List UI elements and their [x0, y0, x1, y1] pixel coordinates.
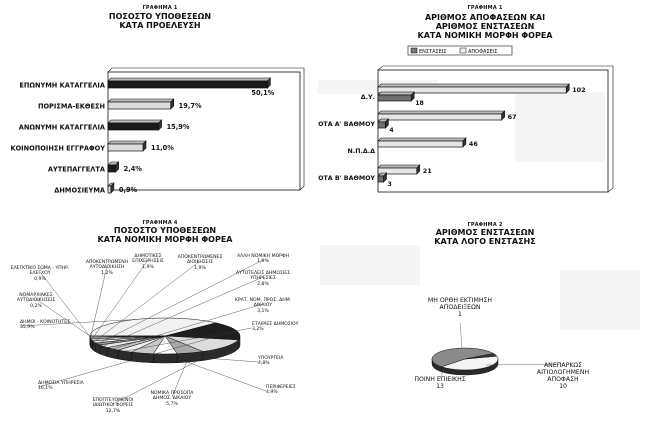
legend-label: ΑΠΟΦΑΣΕΙΣ	[468, 49, 498, 55]
data-label: 102	[572, 86, 586, 94]
pie-label-text: ΝΟΜΑΡΧΙΑΚΕΣ ΑΥΤΟΔΙΟΙΚΗΣΕΙΣ	[16, 293, 56, 304]
pie-label-0	[528, 362, 598, 390]
bar-apofaseis-2-top	[378, 138, 466, 141]
pie-label-text: ΑΠΟΚΕΝΤΡΩΜΕΝΗ ΑΥΤΟΔΙΟΙΚΗΣΗ	[85, 260, 129, 271]
pie-label-text: ΕΛΕΓΚΤΙΚΟ ΣΩΜΑ - ΥΠΗΡ. ΕΛΕΓΧΟΥ	[10, 266, 70, 277]
pie-label-value: 2,8%	[257, 281, 269, 287]
pie-label-5	[258, 356, 283, 367]
pie-label-13	[0, 266, 80, 282]
bar-apofaseis-1	[378, 114, 502, 120]
pie-label-text: ΑΠΟΚΕΝΤΡΩΜΕΝΕΣ ΔΙΟΙΚΗΣΕΙΣ	[177, 255, 223, 266]
chart-graph-number: ΓΡΑΦΗΜΑ 4	[142, 220, 178, 226]
pie-label-text: ΑΛΛΗ ΝΟΜΙΚΗ ΜΟΡΦΗ	[236, 254, 290, 259]
pie-label-value: 16,1%	[38, 386, 53, 392]
data-label: 19,7%	[178, 102, 202, 110]
bar-4	[108, 165, 116, 172]
category-label: Ν.Π.Δ.Δ	[347, 148, 375, 155]
pie-label-text: ΕΠΟΠΤΕΥΟΜΕΝΟΙ ΙΔΙΩΤΙΚΟΙ ΦΟΡΕΙΣ	[92, 398, 134, 409]
legend	[408, 46, 512, 55]
pie-label-6	[252, 322, 298, 333]
bar-0-top	[108, 78, 270, 81]
data-label: 50,1%	[251, 89, 275, 97]
pie-label-text: ΠΟΙΝΗ ΕΠΙΕΙΚΗΣ	[414, 376, 466, 383]
pie-label-14	[0, 293, 76, 309]
category-label: Δ.Υ.	[360, 94, 375, 101]
legend-swatch-enstaseis	[411, 48, 417, 53]
data-label: 18	[415, 100, 424, 107]
chart-title: ΠΟΣΟΣΤΟ ΥΠΟΘΕΣΕΩΝ ΚΑΤΑ ΠΡΟΕΛΕΥΣΗ	[108, 12, 212, 30]
pie-label-text: ΑΝΕΠΑΡΚΩΣ ΑΙΤΙΟΛΟΓΗΜΕΝΗ ΑΠΟΦΑΣΗ	[536, 362, 590, 383]
chart-plot-area	[310, 0, 660, 205]
chart-graph-number: ΓΡΑΦΗΜΑ 2	[467, 222, 503, 228]
chart-graph-number: ΓΡΑΦΗΜΑ 1	[142, 5, 178, 11]
pie-label-text: ΚΡΑΤ. ΝΟΜ. ΠΡΟΣ. ΔΗΜ. ΔΙΚΑΙΟΥ	[234, 298, 292, 309]
data-label: 11,0%	[151, 144, 174, 152]
chart-plot-area	[310, 215, 660, 437]
bar-1-top	[108, 99, 174, 102]
pie-label-text: ΔΗΜΟΣΙΑ ΥΠΗΡΕΣΙΑ	[38, 381, 84, 386]
pie-label-value: 10	[559, 383, 567, 390]
category-label: ΑΝΩΝΥΜΗ ΚΑΤΑΓΓΕΛΙΑ	[18, 123, 105, 132]
chart-legal-form-pie	[0, 215, 310, 437]
bar-enstaseis-0	[378, 95, 411, 101]
pie-label-1	[38, 381, 84, 392]
data-label: 21	[422, 167, 432, 175]
category-label: ΔΗΜΟΣΙΕΥΜΑ	[54, 186, 105, 195]
pie-label-value: 1	[458, 311, 462, 318]
pie-label-value: 1,2%	[101, 270, 113, 276]
pie-label-text: ΥΠΟΥΡΓΕΙΑ	[258, 356, 284, 361]
bar-enstaseis-0-top	[378, 92, 414, 95]
pie-label-value: 1,9%	[194, 265, 206, 271]
pie-label-4	[266, 385, 296, 396]
category-label: ΠΟΡΙΣΜΑ-ΕΚΘΕΣΗ	[37, 102, 105, 111]
bar-3-top	[108, 141, 146, 144]
pie-side-4-0	[153, 354, 177, 363]
bar-apofaseis-1-top	[378, 111, 505, 114]
pie-label-3	[132, 391, 212, 407]
bar-5	[108, 186, 111, 193]
bar-apofaseis-2	[378, 141, 463, 147]
category-label: ΑΥΤΕΠΑΓΓΕΛΤΑ	[47, 165, 105, 174]
pie-label-value: 0,9%	[34, 276, 46, 282]
leader-line-2	[460, 323, 462, 348]
data-label: 0,9%	[118, 186, 138, 194]
legend-label: ΕΝΣΤΑΣΕΙΣ	[419, 49, 447, 55]
bar-apofaseis-3-top	[378, 165, 420, 168]
pie-label-value: 3,1%	[257, 308, 269, 314]
bar-enstaseis-3	[378, 176, 384, 182]
category-label: ΚΟΙΝΟΠΟΙΗΣΗ ΕΓΓΡΑΦΟΥ	[10, 144, 105, 153]
data-label: 3	[387, 181, 392, 188]
pie-label-text: ΠΕΡΙΦΕΡΕΙΕΣ	[266, 385, 296, 390]
chart-title: ΑΡΙΘΜΟΣ ΕΝΣΤΑΣΕΩΝ ΚΑΤΑ ΛΟΓΟ ΕΝΣΤΑΣΗΣ	[434, 228, 536, 246]
bar-3	[108, 144, 143, 151]
chart-title: ΠΟΣΟΣΤΟ ΥΠΟΘΕΣΕΩΝ ΚΑΤΑ ΝΟΜΙΚΗ ΜΟΡΦΗ ΦΟΡΕΑ	[97, 226, 233, 244]
category-label: ΟΤΑ Α' ΒΑΘΜΟΥ	[318, 121, 375, 128]
pie-label-value: 35,9%	[20, 325, 35, 331]
bar-enstaseis-1	[378, 122, 385, 128]
pie-label-value: 12,7%	[105, 408, 121, 414]
pie-label-text: ΜΗ ΟΡΘΗ ΕΚΤΙΜΗΣΗ ΑΠΟΔΕΙΞΕΩΝ	[427, 297, 493, 311]
data-label: 2,4%	[123, 165, 142, 173]
pie-label-text: ΑΥΤΟΤΕΛΕΙΣ ΔΗΜΟΣΙΕΣ ΥΠΗΡΕΣΙΕΣ	[235, 271, 291, 282]
pie-label-text: ΔΗΜΟΤΙΚΕΣ ΕΠΙΧΕΙΡΗΣΕΙΣ	[132, 254, 164, 265]
category-label: ΕΠΩΝΥΜΗ ΚΑΤΑΓΓΕΛΙΑ	[19, 81, 105, 90]
bar-1	[108, 102, 171, 109]
pie-label-value: 4,9%	[266, 390, 278, 396]
bar-2-top	[108, 120, 162, 123]
data-label: 46	[468, 140, 478, 148]
pie-label-text: ΕΤΑΙΡΙΕΣ ΔΗΜΟΣΙΟΥ	[252, 322, 299, 327]
legend-swatch-apofaseis	[460, 48, 466, 53]
chart-decisions-objections	[310, 0, 660, 205]
data-label: 4	[389, 127, 394, 134]
pie-label-7	[223, 298, 303, 314]
pie-label-value: 1,9%	[257, 259, 269, 265]
chart-objection-reasons-pie	[310, 215, 660, 437]
data-label: 15,9%	[166, 123, 190, 131]
chart-origin-percentages	[0, 0, 310, 200]
chart-title: ΑΡΙΘΜΟΣ ΑΠΟΦΑΣΕΩΝ ΚΑΙ ΑΡΙΘΜΟΣ ΕΝΣΤΑΣΕΩΝ ΚΑΤΑ ΝΟΜΙΚΗ ΜΟΡΦΗ ΦΟΡΕΑ	[417, 13, 553, 40]
pie-label-text: ΔΗΜΟΙ - ΚΟΙΝΟΤΗΤΕΣ	[20, 320, 71, 325]
chart-plot-area	[0, 0, 310, 200]
data-label: 67	[507, 113, 517, 121]
bar-2	[108, 123, 159, 130]
bar-apofaseis-0-top	[378, 84, 569, 87]
pie-label-1	[400, 376, 480, 390]
pie-label-value: 1,9%	[142, 264, 154, 270]
chart-graph-number: ΓΡΑΦΗΜΑ 1	[467, 5, 503, 11]
pie-label-2	[420, 297, 500, 318]
category-label: ΟΤΑ Β' ΒΑΘΜΟΥ	[318, 175, 375, 182]
bar-0	[108, 81, 267, 88]
pie-label-value: 4,8%	[258, 361, 270, 367]
pie-label-0	[20, 320, 70, 331]
pie-label-8	[223, 271, 303, 287]
pie-label-text: ΝΟΜΙΚΑ ΠΡΟΣΩΠΑ ΔΗΜΟΣ. ΔΙΚΑΙΟΥ	[150, 391, 194, 402]
leader-line-4	[165, 354, 266, 391]
pie-label-value: 3,2%	[252, 327, 264, 333]
pie-label-value: 13	[436, 383, 444, 390]
pie-label-value: 0,2%	[30, 303, 42, 309]
pie-label-value: 5,7%	[166, 401, 178, 407]
